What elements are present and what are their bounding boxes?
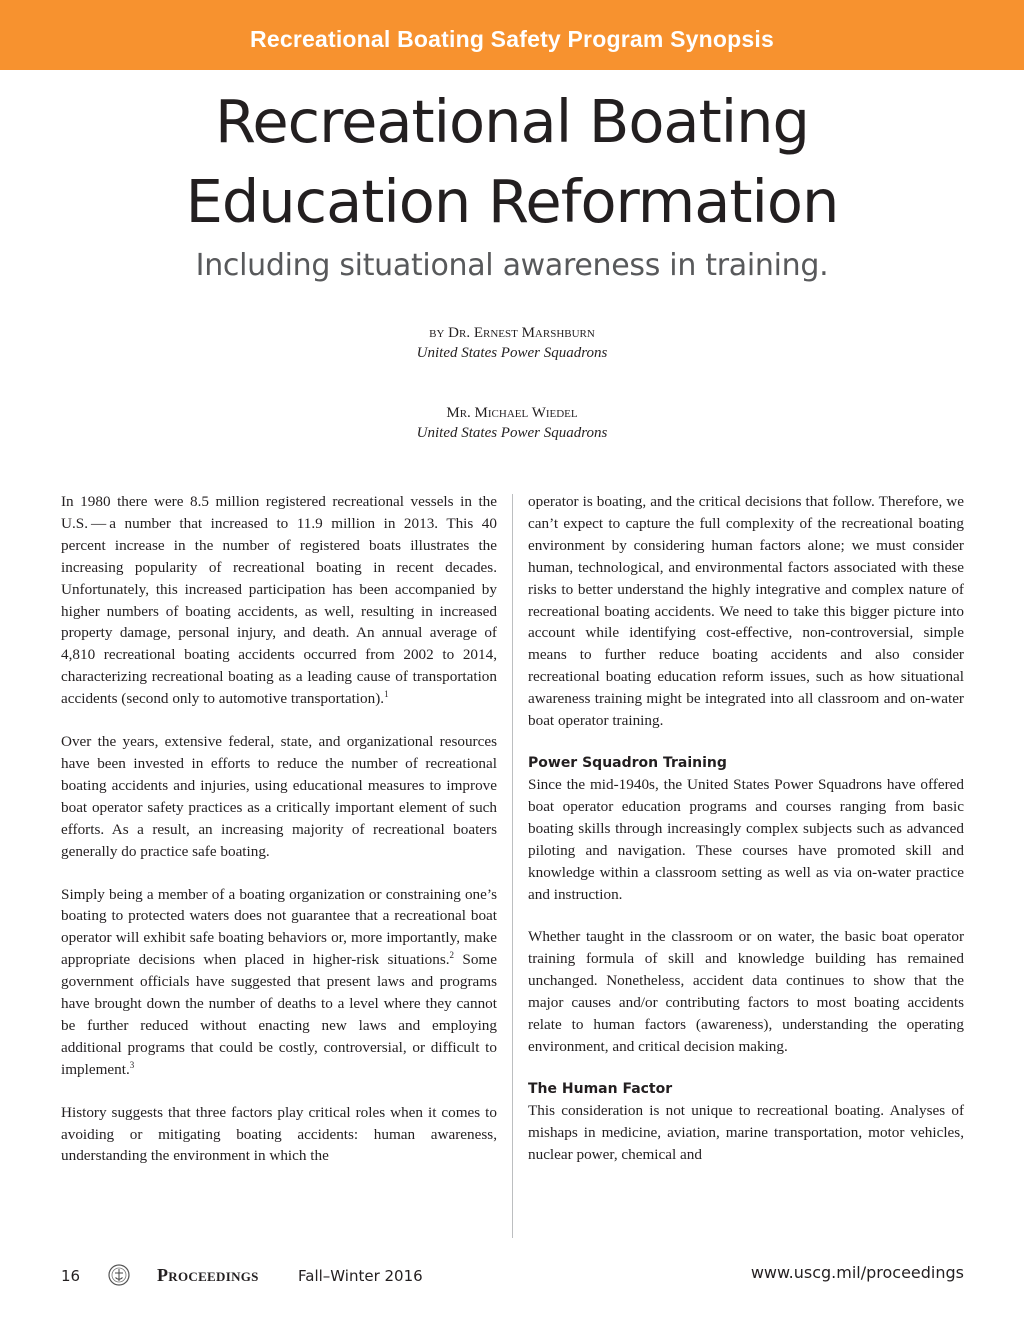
section-banner-text: Recreational Boating Safety Program Synopsis bbox=[250, 26, 774, 52]
section-heading: Power Squadron Training bbox=[528, 754, 727, 771]
paragraph-text: Simply being a member of a boating organization or constraining one’s boating to protected waters does not guarantee that a recreational boat operator will exhibit safe boating behaviors or, more importantly, make appropriate decisions when placed in higher-risk situations. bbox=[61, 885, 497, 969]
paragraph: Since the mid-1940s, the United States Power Squadrons have offered boat operator education programs and courses ranging from basic boating skills through increasingly complex subjects such as advanced piloting and navigation. These courses have promoted skill and knowledge within a classroom setting as well as via on-water practice and instruction. bbox=[528, 775, 964, 903]
column-divider bbox=[512, 494, 513, 1238]
right-column bbox=[528, 491, 964, 1241]
paragraph: Whether taught in the classroom or on water, the basic boat operator training formula of skill and knowledge building has remained unchanged. Nonetheless, accident data continues to show that the major causes and/or contributing factors to most boating accidents relate to human factors (awareness), understanding the operating environment, and critical decision making. bbox=[528, 928, 964, 1055]
footnote-ref[interactable]: 2 bbox=[449, 950, 455, 961]
author-byline-2 bbox=[0, 403, 1024, 443]
left-column bbox=[61, 491, 497, 1241]
paragraph-text: In 1980 there were 8.5 million registered recreational vessels in the U.S. — a number that increased to 11.9 million in 2013. This 40 percent increase in the number of registered boats illustrates the increasing popularity of recreational boating in recent decades. Unfortunately, this increased participation has been accompanied by higher numbers of boating accidents, as well, resulting in increased property damage, personal injury, and death. An annual average of 4,810 recreational boating accidents occurred from 2002 to 2014, characterizing recreational boating as a leading cause of transportation accidents (second only to automotive transportation). bbox=[61, 493, 497, 708]
paragraph: operator is boating, and the critical decisions that follow. Therefore, we can’t expect to capture the full complexity of the recreational boating environment by considering human factors alone; we must consider human, technological, and environmental factors associated with these risks to better understand the highly integrative and complex nature of recreational boating accidents. We need to take this bigger picture into account while identifying cost-effective, non-controversial, simple means to further reduce boating accidents and also consider recreational boating education reform issues, such as how situational awareness training might be integrated into all classroom and on-water boat operator training. bbox=[528, 493, 964, 730]
page-number: 16 bbox=[61, 1267, 81, 1285]
author-name-text: Dr. Ernest Marshburn bbox=[448, 325, 595, 341]
author-affiliation: United States Power Squadrons bbox=[416, 345, 608, 361]
author-name: Mr. Michael Wiedel bbox=[446, 405, 578, 421]
article-title-line-1: Recreational Boating bbox=[215, 87, 809, 156]
paragraph bbox=[61, 884, 497, 1081]
paragraph: Over the years, extensive federal, state, and organizational resources have been invested in efforts to reduce the number of recreational boating accidents and injuries, using educational measures to improve boat operator safety practices as a critically important element of such efforts. As a result, an increasing majority of recreational boaters generally do practice safe boating. bbox=[61, 733, 497, 860]
author-byline-1 bbox=[0, 323, 1024, 363]
page-footer bbox=[0, 1262, 1024, 1292]
paragraph-text: Some government officials have suggested that present laws and programs have brought down the number of deaths to a level where they cannot be further reduced without enacting new laws and employing additional programs that could be costly, controversial, or difficult to implement. bbox=[61, 951, 497, 1078]
paragraph: History suggests that three factors play critical roles when it comes to avoiding or mitigating boating accidents: human awareness, understanding the environment in which the bbox=[61, 1103, 497, 1165]
byline-prefix: by bbox=[429, 325, 445, 341]
uscg-seal-icon bbox=[108, 1264, 130, 1286]
section-heading: The Human Factor bbox=[528, 1080, 673, 1097]
author-affiliation: United States Power Squadrons bbox=[416, 425, 608, 441]
website-link[interactable]: www.uscg.mil/proceedings bbox=[750, 1263, 964, 1282]
section-banner bbox=[0, 0, 1024, 70]
issue-date: Fall–Winter 2016 bbox=[298, 1267, 423, 1285]
paragraph bbox=[61, 491, 497, 710]
article-title-line-2: Education Reformation bbox=[185, 167, 839, 236]
footnote-ref[interactable]: 3 bbox=[129, 1059, 135, 1070]
footnote-ref[interactable]: 1 bbox=[384, 689, 389, 700]
article-subtitle: Including situational awareness in training. bbox=[195, 248, 829, 283]
article-title bbox=[0, 82, 1024, 242]
paragraph: This consideration is not unique to recreational boating. Analyses of mishaps in medicine, aviation, marine transportation, motor vehicles, nuclear power, chemical and bbox=[528, 1101, 964, 1163]
author-name bbox=[0, 323, 1024, 343]
publication-name: Proceedings bbox=[157, 1265, 259, 1285]
